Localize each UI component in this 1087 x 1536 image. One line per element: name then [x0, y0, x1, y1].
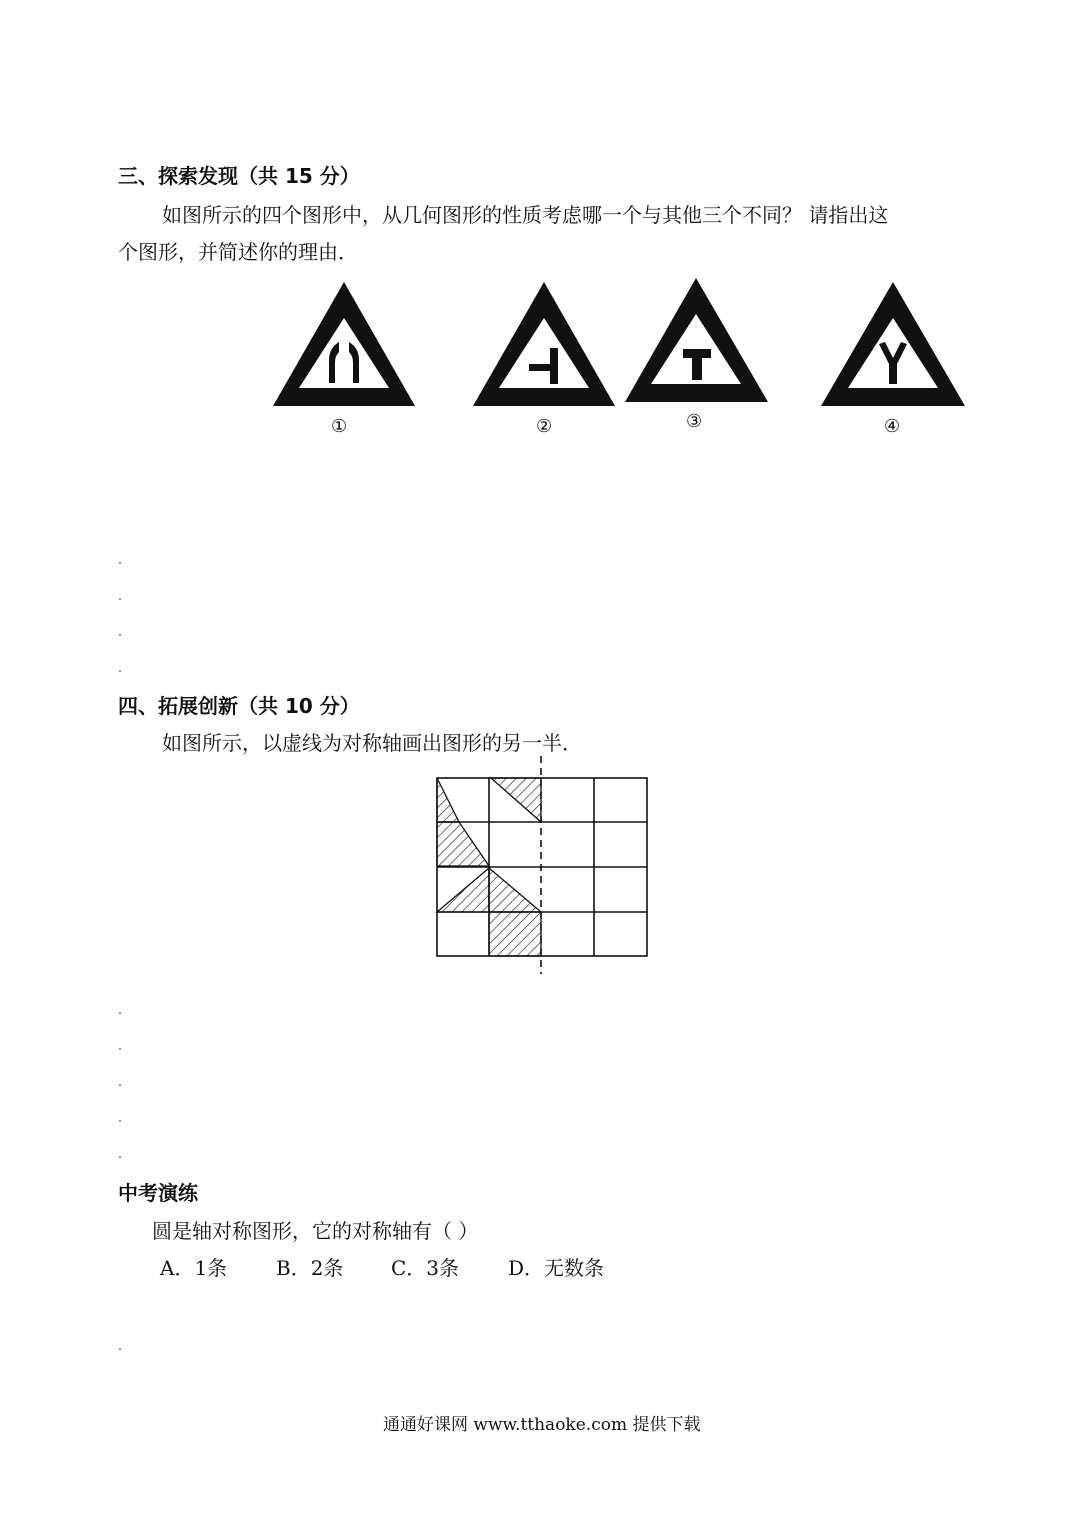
margin-dot	[119, 634, 121, 636]
traffic-sign-4-y-junction	[821, 282, 965, 406]
margin-dot	[119, 1120, 121, 1122]
margin-dot	[119, 1048, 121, 1050]
section-3-question-line-1: 如图所示的四个图形中，从几何图形的性质考虑哪一个与其他三个不同？ 请指出这	[162, 203, 889, 227]
margin-dot	[119, 1084, 121, 1086]
option-b: B．2条	[276, 1256, 344, 1280]
hatched-shape	[489, 912, 541, 956]
practice-heading: 中考演练	[118, 1181, 198, 1205]
option-d: D．无数条	[508, 1256, 605, 1280]
margin-dot	[119, 1156, 121, 1158]
practice-question: 圆是轴对称图形，它的对称轴有（ ）	[152, 1219, 479, 1243]
sign-label-3: ③	[686, 411, 703, 432]
margin-dot	[119, 1348, 121, 1350]
sign-label-2: ②	[536, 416, 553, 437]
option-c: C．3条	[391, 1256, 460, 1280]
traffic-sign-2-side-road	[473, 282, 615, 406]
section-4-heading: 四、拓展创新（共 10 分）	[118, 694, 360, 718]
hatched-shape	[437, 778, 459, 822]
section-3-question-line-2: 个图形，并简述你的理由．	[118, 240, 358, 264]
margin-dot	[119, 670, 121, 672]
hatched-shape	[437, 868, 489, 912]
margin-dot	[119, 562, 121, 564]
option-a: A．1条	[160, 1256, 228, 1280]
section-4-question: 如图所示，以虚线为对称轴画出图形的另一半．	[162, 731, 582, 755]
margin-dot	[119, 1012, 121, 1014]
footer-text: 通通好课网 www.tthaoke.com 提供下载	[383, 1415, 701, 1435]
sign-label-4: ④	[884, 416, 901, 437]
symmetry-grid-figure	[430, 750, 655, 980]
traffic-sign-1-road-narrows	[273, 282, 415, 406]
hatched-shape	[491, 778, 541, 822]
traffic-sign-3-t-junction	[625, 278, 768, 402]
hatched-shape	[489, 868, 541, 912]
section-3-heading: 三、探索发现（共 15 分）	[118, 164, 360, 188]
hatched-shape	[437, 822, 489, 866]
sign-label-1: ①	[331, 416, 348, 437]
margin-dot	[119, 598, 121, 600]
